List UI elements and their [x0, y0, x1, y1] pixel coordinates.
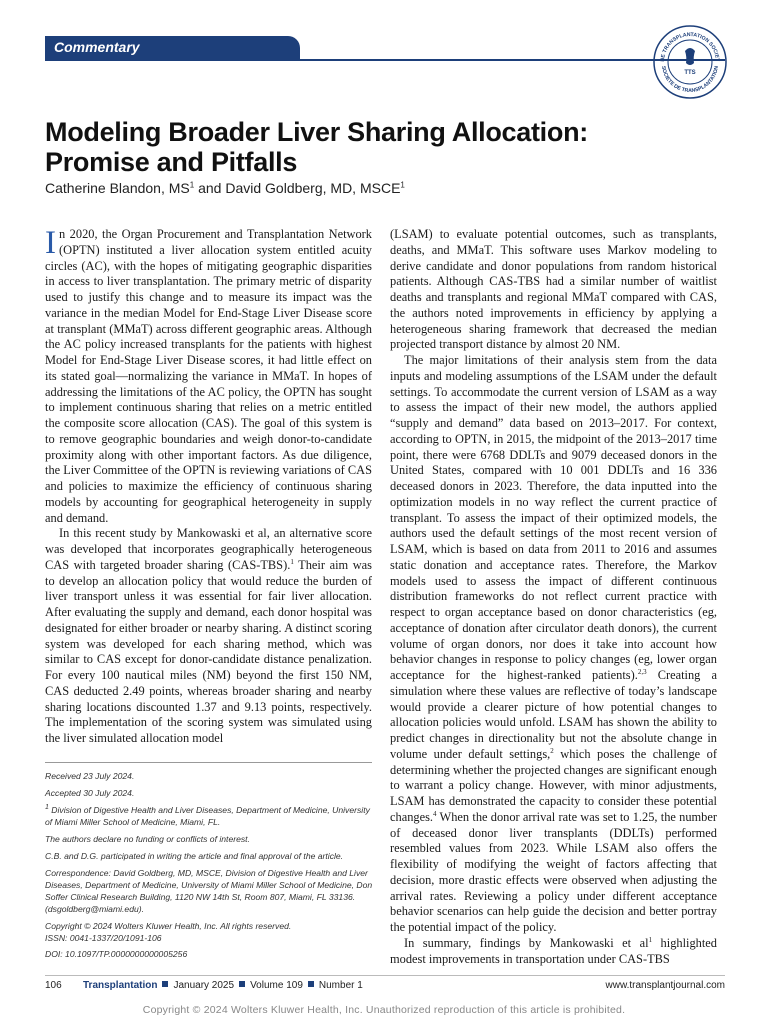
copyright-line: Copyright © 2024 Wolters Kluwer Health, Inc. All rights reserved.	[45, 921, 292, 931]
author-list: Catherine Blandon, $MS^1$ and David Goldberg, MD, MSCE$^1$	[45, 180, 405, 196]
society-seal-logo	[652, 24, 728, 100]
header-rule	[45, 59, 725, 61]
issue-number: Number 1	[318, 980, 363, 991]
doi: DOI: 10.1097/TP.0000000000005256	[45, 949, 188, 959]
body-column-right	[390, 227, 717, 967]
accepted-date: Accepted 30 July 2024.	[45, 788, 135, 798]
paragraph-2: In this recent study by Mankowaski et al, an alternative score was developed that incorporates geographically heterogeneous CAS with targeted broader sharing (CAS-TBS).$^1$ Their aim was to develop an allocation policy that would reduce the burden of liver transport unless it was essential for fair liver allocation. After evaluating the supply and demand, each donor hospital was designated for either broader or nearby sharing. A distinct scoring system was developed for each sharing method, which was similar to CAS except for donor-candidate distance penalization. For every 100 nautical miles (NM) beyond the first 150 NM, CAS deducted 2.49 points, whereas broader sharing and nearby sharing locations discounted 1.37 and 9.13 points, respectively. The implementation of the scoring system was simulated using the liver simulated allocation model	[45, 526, 372, 745]
issue-date: January 2025	[173, 980, 235, 991]
paragraph-2-continued: (LSAM) to evaluate potential outcomes, such as transplants, deaths, and MMaT. This software uses Markov modeling to derive candidate and donor populations from random historical patients. Although CAS-TBS had a similar number of waitlist deaths and transplants and regional MMaT compared with CAS, the authors noted improvements in efficiency by applying a heterogeneous sharing framework that decreased the median projected transport distance by almost 20 NM.	[390, 227, 717, 352]
section-banner	[45, 36, 300, 60]
svg-text:TTS: TTS	[684, 70, 696, 76]
author-1: Catherine Blandon, MS	[45, 180, 190, 196]
page-footer	[45, 980, 725, 994]
funding-statement: The authors declare no funding or conflicts of interest.	[45, 834, 250, 844]
body-column-left	[45, 227, 372, 747]
footnotes	[45, 770, 375, 960]
issn: ISSN: 0041-1337/20/1091-106	[45, 933, 162, 943]
correspondence: Correspondence: David Goldberg, MD, MSCE, Division of Digestive Health and Liver Diseases, Department of Medicine, University of Miami Miller School of Medicine, Don Soffer Clinical Research Building, 1120 NW 14th St, Room 807, Miami, FL 33136. (dsgoldberg@miami.edu).	[45, 868, 373, 914]
svg-text:THE TRANSPLANTATION SOCIETY: HE TRANSPLANTATION SOCIET	[659, 31, 721, 62]
drop-cap: I	[45, 225, 56, 261]
footnote-divider	[45, 762, 372, 763]
volume: Volume 109	[250, 980, 303, 991]
journal-name: Transplantation	[83, 980, 158, 991]
paragraph-1: In 2020, the Organ Procurement and Transplantation Network (OPTN) instituted a liver allocation system entitled acuity circles (AC), with the hopes of mitigating geographic disparities in access to liver transplantation. The primary metric of disparity used to justify this change and to measure its impact was the variance in the median Model for End-Stage Liver Disease score at transplant (MMaT) across different geographic areas. Although the AC policy increased transplants for the patients with highest Model for End-Stage Liver Disease scores, it had little effect on its stated goal—normalizing the variance in MMaT. In hopes of addressing the limitations of the AC policy, the OPTN has sought to implement continuous sharing that relies on a metric entitled the composite score allocation (CAS). The goal of this system is to remove geographic boundaries and weigh donor-to-candidate proximity along with other important factors. As due diligence, the Liver Committee of the OPTN is reviewing variations of CAS and policies to maximize the efficiency of continuous sharing models by accounting for geographical heterogeneity in supply and demand.	[45, 225, 372, 525]
paragraph-4: In summary, findings by Mankowaski et $al^1$ highlighted modest improvements in transportation under CAS-TBS	[390, 935, 717, 966]
footer-rule	[45, 975, 725, 976]
copyright-notice: Copyright © 2024 Wolters Kluwer Health, Inc. Unauthorized reproduction of this article is prohibited.	[142, 1004, 626, 1016]
journal-url-link[interactable]: www.transplantjournal.com	[605, 980, 725, 991]
svg-text:SOCIETE DE TRANSPLANTATION: SOCIETE DE TRANSPLANTATION	[660, 65, 720, 95]
article-title	[45, 117, 725, 177]
title-line-2: Promise and Pitfalls	[45, 147, 298, 177]
contributions-statement: C.B. and D.G. participated in writing the article and final approval of the article.	[45, 851, 344, 861]
page-number: 106	[45, 980, 62, 991]
paragraph-3: The major limitations of their analysis stem from the data inputs and modeling assumptions of the LSAM under the default settings. To accommodate the current version of LSAM as a way to assess the impact of their new model, the authors applied “supply and demand” data based on 2013–2017. For context, according to OPTN, in 2015, the midpoint of the 2013–2017 time point, there were 6768 DDLTs and 9079 deceased donors in the United States, compared with 10 001 DDLTs and 16 336 deceased donors in 2023. Therefore, the data inputted into the optimization models in no way reflect the current practice of transplant. To assess the impact of their optimized models, the authors used the default settings of the most recent version of LSAM, which is based on data from 2011 to 2016 and assumes static donation and acceptance rates. Therefore, the Markov models used to assess the impact of different continuous distribution frameworks do not reflect current practice with respect to organ acceptance based on donor characteristics (eg, acceptance of donation after circulator death donors), the current volume of organ donors, nor does it take into account how behavior changes in response to policy changes (eg, lower organ acceptance for the highest-ranked patients).$^{2,3}$ Creating a simulation where these values are reflective of today’s landscape would provide a clearer picture of how potential changes to allocation policies would unfold. LSAM has shown the ability to predict changes in directionality but not the absolute change in volume under default settings,$^2$ which poses the challenge of determining whether the projected changes are significant enough to warrant a policy change. However, with minor adjustments, LSAM has demonstrated the capacity to consider these potential changes.$^4$ When the donor arrival rate was set to 1.25, the number of deceased donor liver transplants (DDLTs) performed resembled values from 2023. While LSAM also offers the flexibility of modifying the weight of factors affecting that decision, more drastic effects were observed when adjusting the arrival rates. Reviewing a policy under different acceptance behavior scenarios can help guide the decision and better portray the potential impact of the policy.	[390, 353, 718, 934]
section-label: Commentary	[54, 39, 140, 55]
author-2: David Goldberg, MD, MSCE	[225, 180, 401, 196]
received-date: Received 23 July 2024.	[45, 771, 135, 781]
affiliation: $^1$ Division of Digestive Health and Liver Diseases, Department of Medicine, University of Miami Miller School of Medicine, Miami, FL.	[45, 804, 370, 827]
journal-info	[83, 980, 363, 991]
title-line-1: Modeling Broader Liver Sharing Allocation:	[45, 117, 588, 147]
